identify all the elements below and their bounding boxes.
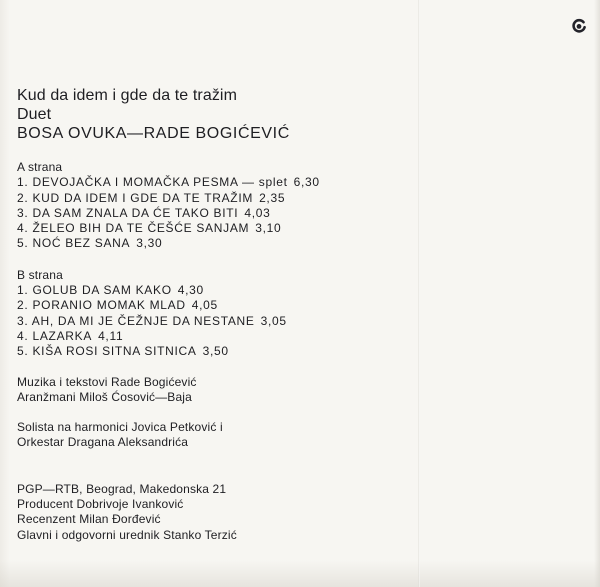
credit-arrangements: Aranžmani Miloš Ćosović—Baja	[17, 389, 192, 404]
track-number: 4.	[17, 221, 29, 236]
publisher-block	[17, 482, 320, 543]
credits-block	[17, 375, 320, 406]
paper-crease	[418, 0, 420, 587]
track-list-item	[17, 191, 320, 206]
track-title: LAZARKA	[32, 328, 93, 343]
track-duration: 4,03	[244, 205, 271, 220]
pgp-rtb-logo-icon	[570, 17, 588, 35]
track-title: ŽELEO BIH DA TE ČEŠĆE SANJAM	[32, 221, 250, 236]
track-duration: 4,30	[177, 283, 204, 298]
track-title: NOĆ BEZ SANA	[32, 236, 131, 251]
track-duration: 6,30	[293, 175, 320, 190]
track-title: KIŠA ROSI SITNA SITNICA	[32, 344, 197, 359]
side-b-label: B strana	[17, 267, 63, 282]
track-list-item	[17, 236, 320, 251]
track-list-item	[17, 329, 320, 344]
track-duration: 3,50	[202, 344, 229, 359]
performers-block	[17, 420, 320, 451]
track-title: AH, DA MI JE ČEŽNJE DA NESTANE	[31, 313, 255, 328]
track-number: 3.	[17, 205, 29, 220]
track-duration: 4,11	[98, 328, 124, 343]
track-number: 5.	[17, 344, 29, 359]
track-list-item	[17, 344, 320, 359]
track-title: KUD DA IDEM I GDE DA TE TRAŽIM	[32, 190, 254, 205]
track-list-item	[17, 298, 320, 313]
publisher-address: PGP—RTB, Beograd, Makedonska 21	[17, 481, 227, 496]
track-duration: 3,10	[255, 221, 282, 236]
publisher-reviewer: Recenzent Milan Đorđević	[17, 512, 161, 527]
track-list-item	[17, 314, 320, 329]
track-title: PORANIO MOMAK MLAD	[32, 298, 186, 313]
credit-soloist: Solista na harmonici Jovica Petković i	[17, 420, 223, 435]
track-list-item	[17, 206, 320, 221]
track-number: 1.	[17, 283, 29, 298]
side-a	[17, 160, 320, 252]
credit-orchestra: Orkestar Dragana Aleksandrića	[17, 435, 189, 450]
album-title: Kud da idem i gde da te tražim	[17, 87, 238, 104]
track-number: 2.	[17, 190, 29, 205]
track-number: 2.	[17, 298, 29, 313]
side-a-label: A strana	[17, 160, 63, 174]
album-artists: BOSA OVUKA—RADE BOGIĆEVIĆ	[17, 125, 290, 142]
paper-edge	[594, 0, 600, 587]
track-duration: 4,05	[191, 298, 218, 313]
track-title: GOLUB DA SAM KAKO	[32, 283, 172, 298]
inlay-text	[17, 86, 320, 543]
track-duration: 3,30	[136, 236, 163, 251]
track-number: 5.	[17, 236, 29, 251]
track-title: DA SAM ZNALA DA ĆE TAKO BITI	[32, 205, 239, 220]
track-list-item	[17, 283, 320, 298]
track-list-item	[17, 221, 320, 236]
side-b	[17, 268, 320, 360]
album-format: Duet	[17, 106, 52, 123]
track-list-item	[17, 175, 320, 190]
credit-music: Muzika i tekstovi Rade Bogićević	[17, 374, 197, 389]
track-number: 3.	[17, 313, 29, 328]
publisher-editor: Glavni i odgovorni urednik Stanko Terzić	[17, 527, 237, 542]
track-title: DEVOJAČKA I MOMAČKA PESMA — splet	[32, 175, 288, 190]
track-duration: 2,35	[259, 190, 286, 205]
track-number: 1.	[17, 175, 29, 190]
publisher-producer: Producent Dobrivoje Ivanković	[17, 497, 184, 512]
track-number: 4.	[17, 328, 29, 343]
track-duration: 3,05	[260, 313, 287, 328]
